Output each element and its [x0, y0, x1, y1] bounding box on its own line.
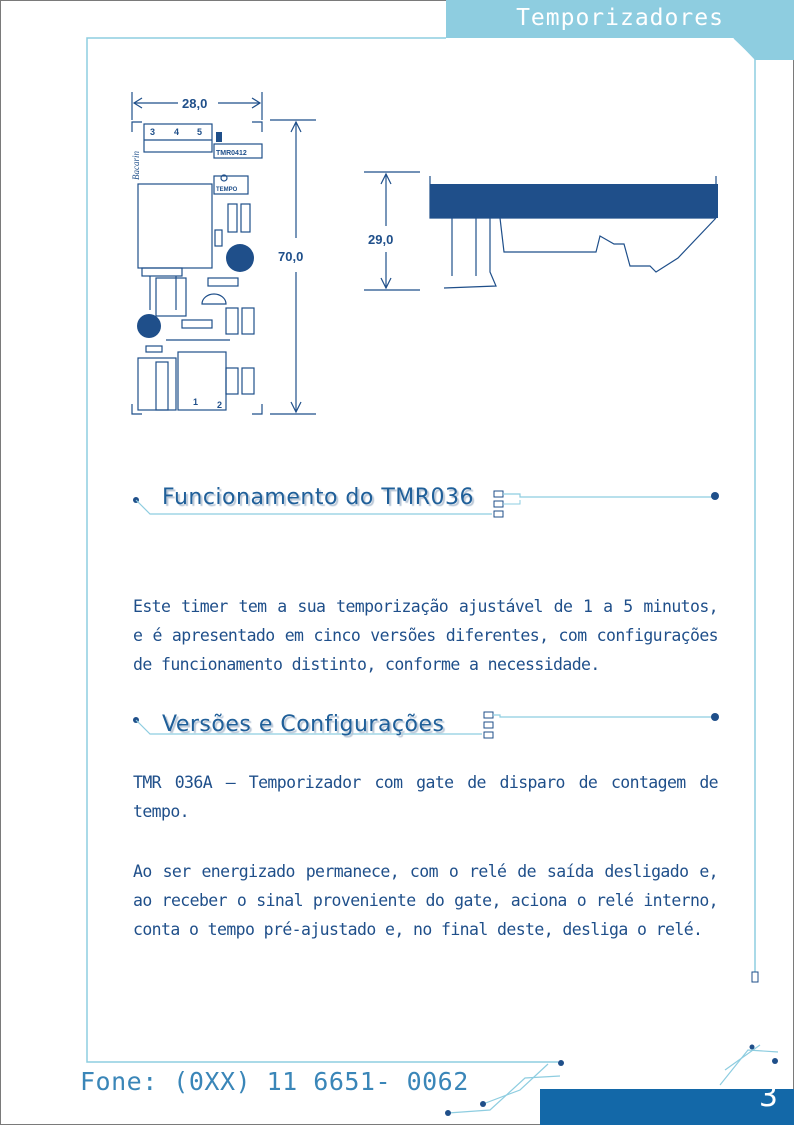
timer-dimension-drawing — [0, 0, 794, 460]
page-number-box — [540, 1089, 794, 1125]
versoes-paragraph-2: Ao ser energizado permanece, com o relé de saída desligado e, ao receber o sinal proveniente do gate, aciona o relé interno, conta o tempo pré-ajustado e, no final deste, desliga o relé. — [133, 862, 718, 939]
pin-label: 2 — [217, 400, 223, 410]
header-title: Temporizadores — [516, 5, 724, 31]
dim-width-label: 28,0 — [182, 96, 208, 111]
brand-label: Bacarin — [131, 151, 141, 180]
page-number: 3 — [758, 1079, 778, 1114]
pin-label: 3 — [150, 127, 156, 137]
pin-label: 5 — [197, 127, 203, 137]
versoes-paragraph-1: TMR 036A – Temporizador com gate de disparo de contagem de tempo. — [133, 773, 718, 821]
dim-height-label: 70,0 — [278, 249, 304, 264]
dim-side-label: 29,0 — [368, 232, 394, 247]
section-title-versoes: Versões e Configurações — [162, 712, 445, 737]
tempo-label: TEMPO — [216, 187, 238, 193]
board-code-label: TMR0412 — [216, 150, 247, 157]
pin-label: 1 — [193, 397, 199, 407]
section-title-funcionamento: Funcionamento do TMR036 — [162, 485, 475, 510]
footer-phone: Fone: (0XX) 11 6651- 0062 — [80, 1067, 469, 1096]
pin-label: 4 — [174, 127, 180, 137]
funcionamento-paragraph: Este timer tem a sua temporização ajustável de 1 a 5 minutos, e é apresentado em cinco versões diferentes, com configurações de funcionamento distinto, conforme a necessidade. — [133, 597, 718, 674]
